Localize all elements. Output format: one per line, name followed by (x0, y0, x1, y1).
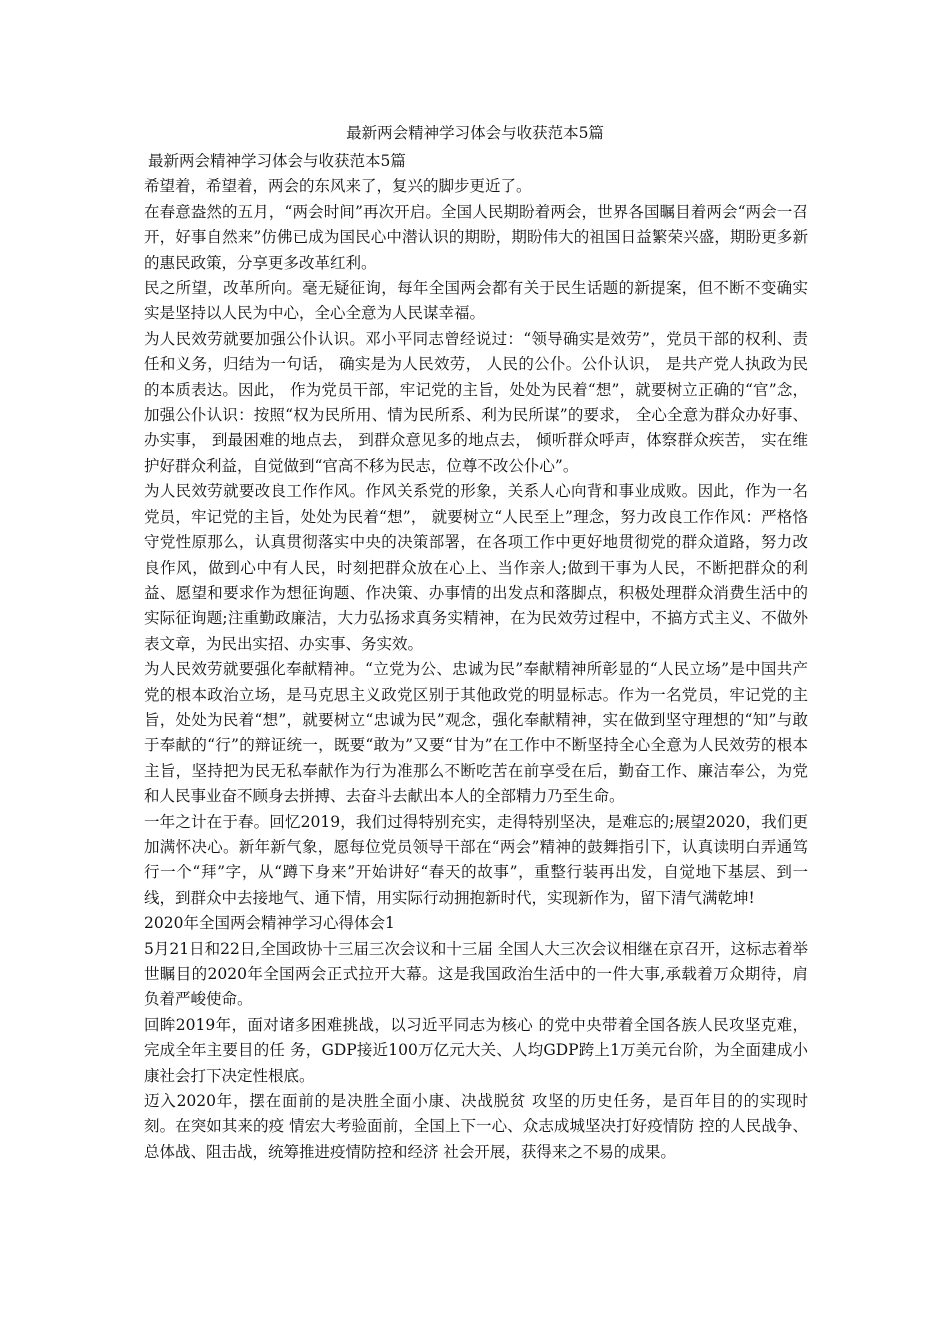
paragraph: 希望着，希望着，两会的东风来了，复兴的脚步更近了。 (144, 177, 532, 196)
document-body (144, 149, 808, 1165)
paragraph: 一年之计在于春。回忆2019，我们过得特别充实，走得特别坚决，是难忘的;展望2020，我们更加满怀决心。新年新气象，愿每位党员领导干部在“两会”精神的鼓舞指引下，认真读明白弄通笃行一个“拜”字，从“蹲下身来”开始讲好“春天的故事”，重整行装再出发，自觉地下基层、到一线，到群众中去接地气、通下情，用实际行动拥抱新时代，实现新作为，留下清气满乾坤! (144, 812, 808, 907)
document-subtitle: 最新两会精神学习体会与收获范本5篇 (148, 152, 406, 170)
paragraph: 为人民效劳就要加强公仆认识。邓小平同志曾经说过：“领导确实是效劳”，党员干部的权利、责任和义务，归结为一句话， 确实是为人民效劳， 人民的公仆。公仆认识， 是共产党人执政为民的本质表达。因此， 作为党员干部，牢记党的主旨，处处为民着“想”，就要树立正确的“官”念，加强公仆认识：按照“权为民所用、情为民所系、利为民所谋”的要求， 全心全意为群众办好事、办实事， 到最困难的地点去， 到群众意见多的地点去， 倾听群众呼声，体察群众疾苦， 实在维护好群众利益，自觉做到“官高不移为民志，位尊不改公仆心”。 (144, 329, 808, 475)
document-title: 最新两会精神学习体会与收获范本5篇 (346, 124, 604, 142)
paragraph: 5月21日和22日,全国政协十三届三次会议和十三届 全国人大三次会议相继在京召开，这标志着举世瞩目的2020年全国两会正式拉开大幕。这是我国政治生活中的一件大事,承载着万众期待，肩负着严峻使命。 (144, 939, 808, 1009)
paragraph: 民之所望，改革所向。毫无疑征询，每年全国两会都有关于民生话题的新提案，但不断不变确实实是坚持以人民为中心，全心全意为人民谋幸福。 (144, 279, 808, 323)
section-heading: 2020年全国两会精神学习心得体会1 (144, 914, 395, 933)
paragraph: 迈入2020年，摆在面前的是决胜全面小康、决战脱贫 攻坚的历史任务，是百年目的的实现时刻。在突如其来的疫 情宏大考验面前，全国上下一心、众志成城坚决打好疫情防 控的人民战争、总体战、阻击战，统筹推进疫情防控和经济 社会开展，获得来之不易的成果。 (144, 1092, 808, 1161)
paragraph: 为人民效劳就要强化奉献精神。“立党为公、忠诚为民”奉献精神所彰显的“人民立场”是中国共产党的根本政治立场，是马克思主义政党区别于其他政党的明显标志。作为一名党员，牢记党的主旨，处处为民着“想”，就要树立“忠诚为民”观念，强化奉献精神，实在做到坚守理想的“知”与敢于奉献的“行”的辩证统一，既要“敢为”又要“甘为”在工作中不断坚持全心全意为人民效劳的根本主旨，坚持把为民无私奉献作为行为准那么不断吃苦在前享受在后，勤奋工作、廉洁奉公，为党和人民事业奋不顾身去拼搏、去奋斗去献出本人的全部精力乃至生命。 (144, 660, 808, 806)
paragraph: 回眸2019年，面对诸多困难挑战，以习近平同志为核心 的党中央带着全国各族人民攻坚克难，完成全年主要目的任 务，GDP接近100万亿元大关、人均GDP跨上1万美元台阶，为全面建成小康社会打下决定性根底。 (144, 1015, 808, 1085)
paragraph: 为人民效劳就要改良工作作风。作风关系党的形象，关系人心向背和事业成败。因此，作为一名党员，牢记党的主旨，处处为民着“想”， 就要树立“人民至上”理念，努力改良工作作风：严格恪守党性原那么，认真贯彻落实中央的决策部署，在各项工作中更好地贯彻党的群众道路，努力改良作风，做到心中有人民，时刻把群众放在心上、当作亲人;做到干事为人民，不断把群众的利益、愿望和要求作为想征询题、作决策、办事情的出发点和落脚点，积极处理群众消费生活中的实际征询题;注重勤政廉洁，大力弘扬求真务实精神，在为民效劳过程中，不搞方式主义、不做外表文章，为民出实招、办实事、务实效。 (144, 482, 808, 653)
paragraph: 在春意盎然的五月，“两会时间”再次开启。全国人民期盼着两会，世界各国瞩目着两会“两会一召开，好事自然来”仿佛已成为国民心中潜认识的期盼，期盼伟大的祖国日益繁荣兴盛，期盼更多新的惠民政策，分享更多改革红利。 (144, 202, 808, 272)
